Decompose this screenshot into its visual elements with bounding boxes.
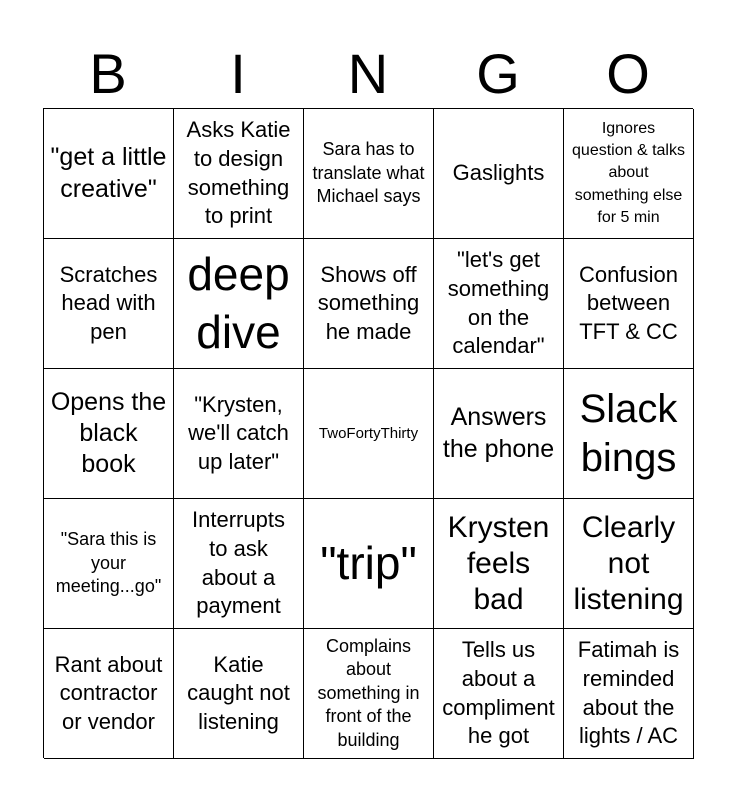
bingo-cell[interactable] xyxy=(174,109,304,239)
header-letter-b: B xyxy=(89,42,127,105)
cell-text: Ignores question & talks about something else for 5 min xyxy=(572,119,685,227)
header-letter-n: N xyxy=(347,42,389,105)
cell-text: Complains about something in front of the building xyxy=(317,636,420,750)
cell-text: Answers the phone xyxy=(442,403,555,463)
bingo-cell[interactable] xyxy=(44,629,174,759)
bingo-cell[interactable] xyxy=(44,499,174,629)
bingo-cell[interactable] xyxy=(44,109,174,239)
cell-text: Rant about contractor or vendor xyxy=(54,651,163,734)
cell-text: Scratches head with pen xyxy=(59,261,158,344)
bingo-cell[interactable] xyxy=(304,109,434,239)
cell-text: Clearly not listening xyxy=(573,510,684,616)
cell-text: Asks Katie to design something to print xyxy=(186,117,291,229)
cell-text: "get a little creative" xyxy=(50,143,167,203)
bingo-cell[interactable] xyxy=(44,369,174,499)
bingo-cell[interactable] xyxy=(174,629,304,759)
cell-text: "let's get something on the calendar" xyxy=(447,247,550,359)
bingo-header xyxy=(43,40,693,108)
bingo-cell[interactable] xyxy=(304,239,434,369)
cell-text: Tells us about a compliment he got xyxy=(442,637,555,749)
bingo-cell[interactable] xyxy=(434,629,564,759)
bingo-cell[interactable] xyxy=(434,369,564,499)
bingo-cell[interactable] xyxy=(434,239,564,369)
bingo-card xyxy=(43,108,693,758)
cell-text: Slack bings xyxy=(579,386,678,480)
cell-text: Krysten feels bad xyxy=(447,510,550,616)
bingo-cell[interactable] xyxy=(564,369,694,499)
bingo-cell[interactable] xyxy=(564,109,694,239)
bingo-cell[interactable] xyxy=(564,239,694,369)
cell-text: deep dive xyxy=(187,248,290,358)
cell-text: Gaslights xyxy=(452,160,545,186)
cell-text: Fatimah is reminded about the lights / AC xyxy=(577,637,680,749)
cell-text: Confusion between TFT & CC xyxy=(578,261,679,344)
bingo-cell[interactable] xyxy=(174,239,304,369)
cell-text: Interrupts to ask about a payment xyxy=(192,507,285,619)
header-letter-g: G xyxy=(476,42,520,105)
bingo-cell[interactable] xyxy=(434,499,564,629)
cell-text: "trip" xyxy=(320,536,417,589)
cell-text: Shows off something he made xyxy=(317,261,420,344)
cell-text: "Sara this is your meeting...go" xyxy=(55,529,162,597)
cell-text: Opens the black book xyxy=(50,387,167,479)
bingo-cell-free[interactable] xyxy=(304,369,434,499)
bingo-cell[interactable] xyxy=(564,629,694,759)
header-letter-o: O xyxy=(606,42,650,105)
cell-text: Sara has to translate what Michael says xyxy=(312,139,425,207)
bingo-cell[interactable] xyxy=(174,369,304,499)
cell-text: Katie caught not listening xyxy=(187,651,290,734)
bingo-cell[interactable] xyxy=(564,499,694,629)
header-letter-i: I xyxy=(230,42,246,105)
cell-text: TwoFortyThirty xyxy=(318,424,419,442)
bingo-cell[interactable] xyxy=(44,239,174,369)
bingo-cell[interactable] xyxy=(304,499,434,629)
bingo-cell[interactable] xyxy=(304,629,434,759)
cell-text: "Krysten, we'll catch up later" xyxy=(188,391,289,474)
bingo-cell[interactable] xyxy=(434,109,564,239)
bingo-cell[interactable] xyxy=(174,499,304,629)
